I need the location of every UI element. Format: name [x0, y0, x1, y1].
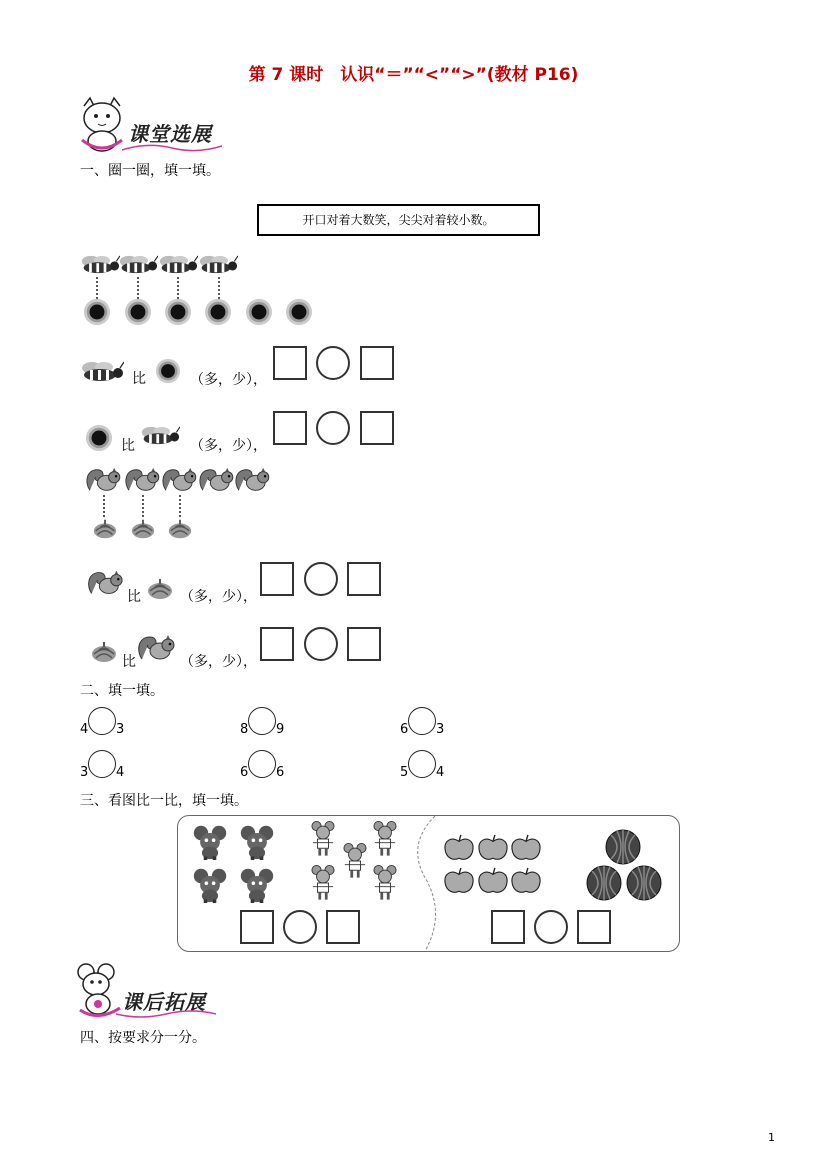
bee-icon — [140, 424, 180, 448]
choice-text: （多，少）， — [180, 654, 257, 670]
flower-icon — [164, 298, 192, 326]
squirrel-icon — [123, 466, 161, 494]
number-right: 3 — [436, 722, 445, 737]
cartoon-sheep-icon — [76, 96, 128, 154]
answer-circle[interactable] — [88, 750, 116, 778]
answer-box[interactable] — [240, 910, 274, 944]
flower-icon — [155, 358, 181, 384]
answer-box[interactable] — [347, 562, 381, 596]
mouse-icon — [311, 820, 335, 858]
mouse-icon — [311, 864, 335, 902]
answer-box[interactable] — [273, 411, 307, 445]
flower-icon — [124, 298, 152, 326]
mouse-icon — [373, 864, 397, 902]
apple-icon — [477, 834, 509, 862]
squirrel-icon — [136, 632, 176, 664]
choice-text: （多，少）， — [180, 589, 257, 605]
dotted-line — [137, 277, 139, 299]
apple-icon — [443, 834, 475, 862]
page-title: 第 7 课时 认识“＝”“<”“>”(教材 P16) — [248, 65, 579, 85]
number-right: 4 — [116, 765, 125, 780]
dotted-line — [179, 495, 181, 517]
answer-circle[interactable] — [304, 562, 338, 596]
compare-word: 比 — [121, 438, 135, 454]
banner-top-label: 课堂选展 — [128, 122, 212, 146]
bee-icon — [158, 253, 198, 277]
answer-circle[interactable] — [304, 627, 338, 661]
mouse-icon — [239, 823, 275, 861]
section2-heading: 二、填一填。 — [80, 683, 164, 699]
mouse-icon — [192, 866, 228, 904]
answer-box[interactable] — [577, 910, 611, 944]
squirrel-icon — [160, 466, 198, 494]
mouse-icon — [343, 842, 367, 880]
bee-icon — [80, 360, 124, 384]
section3-heading: 三、看图比一比，填一填。 — [80, 793, 248, 809]
answer-box[interactable] — [360, 346, 394, 380]
flower-icon — [204, 298, 232, 326]
answer-box[interactable] — [260, 627, 294, 661]
answer-circle[interactable] — [408, 707, 436, 735]
squirrel-icon — [86, 568, 124, 598]
apple-icon — [477, 867, 509, 895]
choice-text: （多，少）， — [190, 372, 267, 388]
dotted-line — [96, 277, 98, 299]
bee-icon — [80, 253, 120, 277]
pinecone-icon — [90, 640, 118, 664]
banner-bottom — [76, 962, 226, 1022]
answer-circle[interactable] — [248, 707, 276, 735]
tip-box: 开口对着大数笑，尖尖对着较小数。 — [257, 204, 540, 236]
mouse-icon — [373, 820, 397, 858]
mouse-icon — [192, 823, 228, 861]
squirrel-icon — [84, 466, 122, 494]
answer-circle[interactable] — [534, 910, 568, 944]
number-left: 6 — [240, 765, 249, 780]
dotted-line — [177, 277, 179, 299]
apple-icon — [510, 834, 542, 862]
compare-word: 比 — [122, 654, 136, 670]
number-left: 4 — [80, 722, 89, 737]
dotted-line — [103, 495, 105, 517]
number-left: 5 — [400, 765, 409, 780]
apple-icon — [510, 867, 542, 895]
compare-word: 比 — [132, 371, 146, 387]
number-right: 3 — [116, 722, 125, 737]
watermelon-icon — [605, 829, 641, 865]
squirrel-icon — [233, 466, 271, 494]
flower-icon — [85, 424, 113, 452]
dotted-line — [142, 495, 144, 517]
pinecone-icon — [167, 518, 193, 540]
watermelon-icon — [586, 865, 622, 901]
page-number: 1 — [768, 1131, 775, 1144]
compare-word: 比 — [127, 589, 141, 605]
flower-icon — [285, 298, 313, 326]
mouse-icon — [239, 866, 275, 904]
answer-circle[interactable] — [316, 411, 350, 445]
banner-swirl — [122, 142, 222, 154]
number-left: 8 — [240, 722, 249, 737]
banner-swirl — [116, 1008, 216, 1020]
squirrel-icon — [197, 466, 235, 494]
banner-top — [76, 96, 226, 156]
pinecone-icon — [92, 518, 118, 540]
dotted-line — [218, 277, 220, 299]
answer-box[interactable] — [260, 562, 294, 596]
number-right: 6 — [276, 765, 285, 780]
apple-icon — [443, 867, 475, 895]
answer-circle[interactable] — [283, 910, 317, 944]
section1-heading: 一、圈一圈，填一填。 — [80, 163, 220, 179]
flower-icon — [245, 298, 273, 326]
number-right: 4 — [436, 765, 445, 780]
pinecone-icon — [146, 578, 174, 600]
answer-box[interactable] — [347, 627, 381, 661]
number-right: 9 — [276, 722, 285, 737]
section4-heading: 四、按要求分一分。 — [80, 1030, 206, 1046]
pinecone-icon — [130, 518, 156, 540]
answer-box[interactable] — [273, 346, 307, 380]
number-left: 3 — [80, 765, 89, 780]
answer-circle[interactable] — [248, 750, 276, 778]
frame-divider — [405, 816, 445, 951]
flower-icon — [83, 298, 111, 326]
answer-box[interactable] — [491, 910, 525, 944]
number-left: 6 — [400, 722, 409, 737]
bee-icon — [118, 253, 158, 277]
answer-circle[interactable] — [88, 707, 116, 735]
answer-box[interactable] — [360, 411, 394, 445]
banner-bottom-label: 课后拓展 — [122, 990, 206, 1014]
answer-box[interactable] — [326, 910, 360, 944]
answer-circle[interactable] — [408, 750, 436, 778]
answer-circle[interactable] — [316, 346, 350, 380]
watermelon-icon — [626, 865, 662, 901]
bee-icon — [198, 253, 238, 277]
choice-text: （多，少）， — [190, 438, 267, 454]
